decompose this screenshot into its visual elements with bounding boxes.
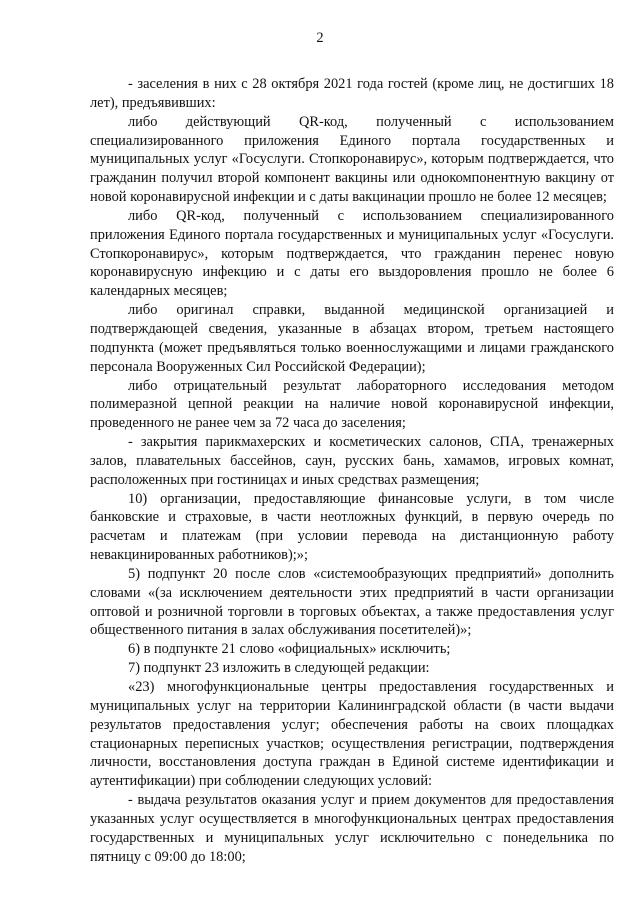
paragraph: «23) многофункциональные центры предоставления государственных и муниципальных услуг на территории Калининградской области (в части выдачи результатов предоставления услуг; обеспечения работы на своих площадках стационарных переписных участков; осуществления регистрации, подтверждения личности, восстановления доступа граждан в Единой системе идентификации и аутентификации) при соблюдении следующих условий: bbox=[90, 679, 614, 790]
paragraph: 10) организации, предоставляющие финансовые услуги, в том числе банковские и страховые, в части неотложных функций, в первую очередь по расчетам и платежам (при условии перевода на дистанционную работу невакцинированных работников);»; bbox=[90, 490, 614, 564]
paragraph: - закрытия парикмахерских и косметических салонов, СПА, тренажерных залов, плавательных бассейнов, саун, русских бань, хамамов, игровых комнат, расположенных при гостиницах и иных средствах размещения; bbox=[90, 434, 614, 488]
paragraph: - выдача результатов оказания услуг и прием документов для предоставления указанных услуг осуществляется в многофункциональных центрах предоставления государственных и муниципальных услуг исключительно с понедельника по пятницу с 09:00 до 18:00; bbox=[90, 792, 614, 865]
page-number: 2 bbox=[316, 30, 324, 46]
paragraph: 6) в подпункте 21 слово «официальных» исключить; bbox=[128, 641, 451, 658]
paragraph: либо действующий QR-код, полученный с использованием специализированного приложения Единого портала государственных и муниципальных услуг «Госуслуги. Стопкоронавирус», которым подтверждается, что гражданин получил второй компонент вакцины или однокомпонентную вакцину от новой коронавирусной инфекции и с даты вакцинации прошло не более 12 месяцев; bbox=[90, 113, 614, 206]
paragraph: либо QR-код, полученный с использованием специализированного приложения Единого портала государственных и муниципальных услуг «Госуслуги. Стопкоронавирус», которым подтверждается, что гражданин перенес новую коронавирусную инфекцию и с даты его выздоровления прошло не более 6 календарных месяцев; bbox=[90, 207, 614, 300]
paragraph: - заселения в них с 28 октября 2021 года гостей (кроме лиц, не достигших 18 лет), предъявивших: bbox=[90, 76, 614, 111]
paragraph: 5) подпункт 20 после слов «системообразующих предприятий» дополнить словами «(за исключением деятельности этих предприятий в части организации оптовой и розничной торговли в торговых объектах, а также предоставления услуг общественного питания в залах обслуживания посетителей)»; bbox=[90, 565, 614, 639]
document-body bbox=[90, 75, 614, 866]
paragraph: 7) подпункт 23 изложить в следующей редакции: bbox=[128, 660, 430, 677]
paragraph: либо отрицательный результат лабораторного исследования методом полимеразной цепной реакции на наличие новой коронавирусной инфекции, проведенного не ранее чем за 72 часа до заселения; bbox=[90, 377, 614, 432]
paragraph: либо оригинал справки, выданной медицинской организацией и подтверждающей сведения, указанные в абзацах втором, третьем настоящего подпункта (может предъявляться только военнослужащими и лицами гражданского персонала Вооруженных Сил Российской Федерации); bbox=[90, 302, 614, 375]
